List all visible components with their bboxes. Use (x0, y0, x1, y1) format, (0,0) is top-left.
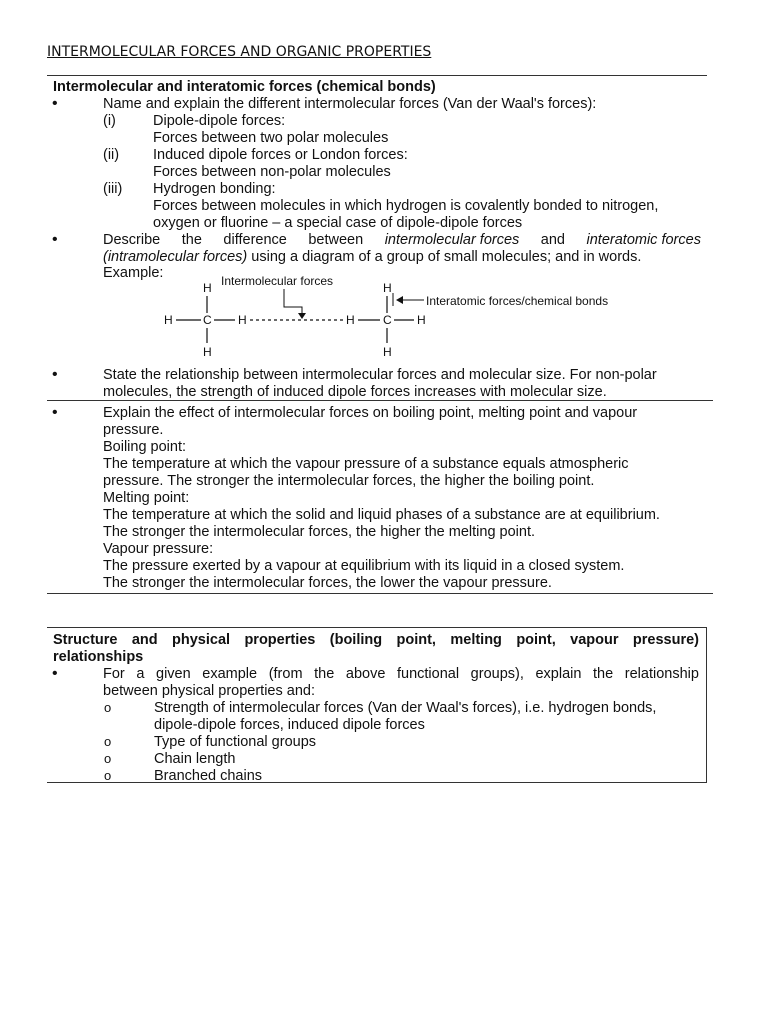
s2-b-w9: groups), (470, 666, 524, 682)
section2-heading-line2: relationships (53, 649, 144, 665)
s2-b-w7: above (345, 666, 386, 682)
bullet-1: • (52, 95, 58, 112)
s2-h-w3: physical (172, 632, 231, 648)
bullet3-line1: State the relationship between intermolecular forces and molecular size. For non-polar (103, 367, 657, 383)
s2-b-w3: given (156, 666, 191, 682)
bullet2-word-between: between (308, 232, 364, 248)
s2-h-w2: and (131, 632, 158, 648)
subitem-1-line2: dipole-dipole forces, induced dipole forces (154, 717, 425, 733)
bullet3-line2: molecules, the strength of induced dipole forces increases with molecular size. (103, 384, 607, 400)
m1-c: C (203, 313, 212, 327)
bullet2-word-difference: difference (223, 232, 287, 248)
bullet-3: • (52, 366, 58, 383)
bullet2-em-intermolecular: intermolecular forces (384, 232, 520, 248)
section2-bullet-line1 (103, 666, 699, 683)
item-ii-desc: Forces between non-polar molecules (153, 164, 391, 180)
item-ii-name: Induced dipole forces or London forces: (153, 147, 408, 163)
s2-h-w9: vapour (570, 632, 619, 648)
bullet-4: • (52, 404, 58, 421)
sub-bullet-4: o (104, 768, 112, 783)
item-i-desc: Forces between two polar molecules (153, 130, 389, 146)
melting-point-line1: The temperature at which the solid and liquid phases of a substance are at equilibrium. (103, 507, 660, 523)
bullet2-word-and: and (540, 232, 565, 248)
s2-b-w5: (from (268, 666, 303, 682)
item-i-name: Dipole-dipole forces: (153, 113, 286, 129)
bullet4-line2: pressure. (103, 422, 164, 438)
s2-h-w5: (boiling (329, 632, 383, 648)
m1-h-right: H (238, 313, 247, 327)
sub-bullet-2: o (104, 734, 112, 749)
s2-b-w1: For (103, 666, 125, 682)
item-iii-name: Hydrogen bonding: (153, 181, 276, 197)
bullet-2: • (52, 231, 58, 248)
s2-b-w2: a (136, 666, 145, 682)
bullet1-text: Name and explain the different intermolecular forces (Van der Waal's forces): (103, 96, 597, 112)
melting-point-line2: The stronger the intermolecular forces, the higher the melting point. (103, 524, 536, 540)
boiling-point-line1: The temperature at which the vapour pressure of a substance equals atmospheric (103, 456, 629, 472)
bullet-5: • (52, 665, 58, 682)
vapour-pressure-line1: The pressure exerted by a vapour at equilibrium with its liquid in a closed system. (103, 558, 625, 574)
sub-bullet-3: o (104, 751, 112, 766)
bullet2-word-the: the (181, 232, 202, 248)
label-interatomic: Interatomic forces/chemical bonds (426, 294, 609, 308)
section1-bottom-rule (47, 593, 713, 594)
intermolecular-arrow-head (298, 313, 306, 319)
subitem-1-line1: Strength of intermolecular forces (Van der Waal's forces), i.e. hydrogen bonds, (154, 700, 657, 716)
section2-heading-line1 (53, 632, 699, 649)
subitem-3: Chain length (154, 751, 236, 767)
section1-heading: Intermolecular and interatomic forces (chemical bonds) (53, 79, 436, 95)
section2-right-rule (706, 627, 707, 782)
item-iii-desc-line1: Forces between molecules in which hydrogen is covalently bonded to nitrogen, (153, 198, 659, 214)
vapour-pressure-line2: The stronger the intermolecular forces, the lower the vapour pressure. (103, 575, 552, 591)
m1-h-top: H (203, 281, 212, 295)
melting-point-label: Melting point: (103, 490, 190, 506)
bullet2-word-describe: Describe (103, 232, 161, 248)
bullet2-em-intramolecular: (intramolecular forces) (103, 249, 248, 265)
item-iii-desc-line2: oxygen or fluorine – a special case of dipole-dipole forces (153, 215, 523, 231)
subitem-4: Branched chains (154, 768, 263, 784)
m2-h-right: H (417, 313, 426, 327)
label-intermolecular: Intermolecular forces (221, 274, 334, 288)
m2-h-left: H (346, 313, 355, 327)
s2-b-w8: functional (397, 666, 460, 682)
s2-h-w6: point, (396, 632, 436, 648)
section2-bottom-rule (47, 782, 707, 783)
s2-b-w12: relationship (624, 666, 699, 682)
m1-h-left: H (164, 313, 173, 327)
s2-h-w1: Structure (53, 632, 118, 648)
m2-h-bottom: H (383, 345, 392, 359)
subitem-2: Type of functional groups (154, 734, 317, 750)
boiling-point-line2: pressure. The stronger the intermolecular forces, the higher the boiling point. (103, 473, 595, 489)
s2-h-w8: point, (516, 632, 556, 648)
vapour-pressure-label: Vapour pressure: (103, 541, 214, 557)
interatomic-arrow-head (396, 296, 403, 304)
boiling-point-label: Boiling point: (103, 439, 187, 455)
s2-b-w6: the (314, 666, 335, 682)
s2-b-w10: explain (535, 666, 582, 682)
section2-bullet-line2: between physical properties and: (103, 683, 315, 699)
bullet2-example: Example: (103, 265, 164, 281)
bullet3-rule (47, 400, 713, 401)
item-iii-num: (iii) (103, 181, 123, 197)
s2-h-w4: properties (244, 632, 316, 648)
section2-top-rule (47, 627, 707, 628)
item-ii-num: (ii) (103, 147, 120, 163)
item-i-num: (i) (103, 113, 116, 129)
s2-h-w10: pressure) (632, 632, 699, 648)
document-title: INTERMOLECULAR FORCES AND ORGANIC PROPERTIES (47, 44, 432, 60)
bullet2-em-interatomic: interatomic forces (586, 232, 701, 248)
bullet4-line1: Explain the effect of intermolecular forces on boiling point, melting point and vapour (103, 405, 638, 421)
intermolecular-arrow-line (284, 289, 302, 316)
m2-h-top: H (383, 281, 392, 295)
s2-b-w4: example (202, 666, 258, 682)
sub-bullet-1: o (104, 700, 112, 715)
m1-h-bottom: H (203, 345, 212, 359)
bullet2-line2-rest: using a diagram of a group of small molecules; and in words. (247, 249, 642, 265)
s2-b-w11: the (593, 666, 614, 682)
s2-h-w7: melting (450, 632, 502, 648)
m2-c: C (383, 313, 392, 327)
